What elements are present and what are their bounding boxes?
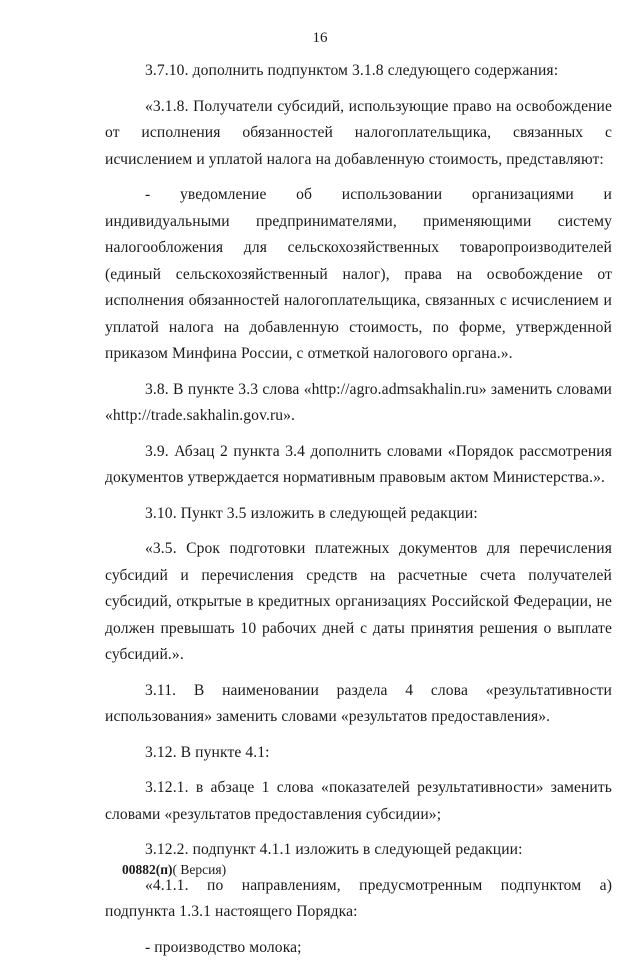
paragraph: 3.7.10. дополнить подпунктом 3.1.8 следующего содержания: (145, 62, 559, 79)
paragraph: «3.5. Срок подготовки платежных документов для перечисления субсидий и перечисления средств на расчетные счета получателей субсидий, открытые в кредитных организациях Российской Федерации, не должен превышать 10 рабочих дней с даты принятия решения о выплате субсидий.». (105, 540, 612, 663)
page-number: 16 (312, 30, 328, 46)
document-code: 00882(п) (122, 862, 173, 877)
paragraph: «4.1.1. по направлениям, предусмотренным подпунктом а) подпункта 1.3.1 настоящего Порядка: (105, 876, 612, 920)
paragraph: 3.11. В наименовании раздела 4 слова «результативности использования» заменить словами «результатов предоставления». (105, 681, 612, 725)
paragraph: 3.9. Абзац 2 пункта 3.4 дополнить словами «Порядок рассмотрения документов утверждается нормативным правовым актом Министерства.». (105, 442, 612, 486)
paragraph: 3.8. В пункте 3.3 слова «http://agro.admsakhalin.ru» заменить словами «http://trade.sakhalin.gov.ru». (105, 380, 612, 424)
paragraph: 3.12.1. в абзаце 1 слова «показателей результативности» заменить словами «результатов предоставления субсидии»; (105, 779, 612, 823)
document-body (105, 58, 612, 970)
paragraph: - производство молока; (145, 938, 302, 956)
paragraph: «3.1.8. Получатели субсидий, использующие право на освобождение от исполнения обязанностей налогоплательщика, связанных с исчислением и уплатой налога на добавленную стоимость, представляют: (105, 97, 612, 168)
paragraph: 3.12. В пункте 4.1: (145, 743, 270, 761)
document-footer (122, 862, 226, 878)
document-version: ( Версия) (172, 862, 227, 877)
paragraph: 3.10. Пункт 3.5 изложить в следующей редакции: (145, 504, 478, 522)
paragraph: - уведомление об использовании организациями и индивидуальными предпринимателями, применяющими систему налогообложения для сельскохозяйственных товаропроизводителей (единый сельскохозяйственный налог), права на освобождение от исполнения обязанностей налогоплательщика, связанных с исчислением и уплатой налога на добавленную стоимость, по форме, утвержденной приказом Минфина России, с отметкой налогового органа.». (105, 186, 612, 362)
paragraph: 3.12.2. подпункт 4.1.1 изложить в следующей редакции: (145, 841, 523, 858)
